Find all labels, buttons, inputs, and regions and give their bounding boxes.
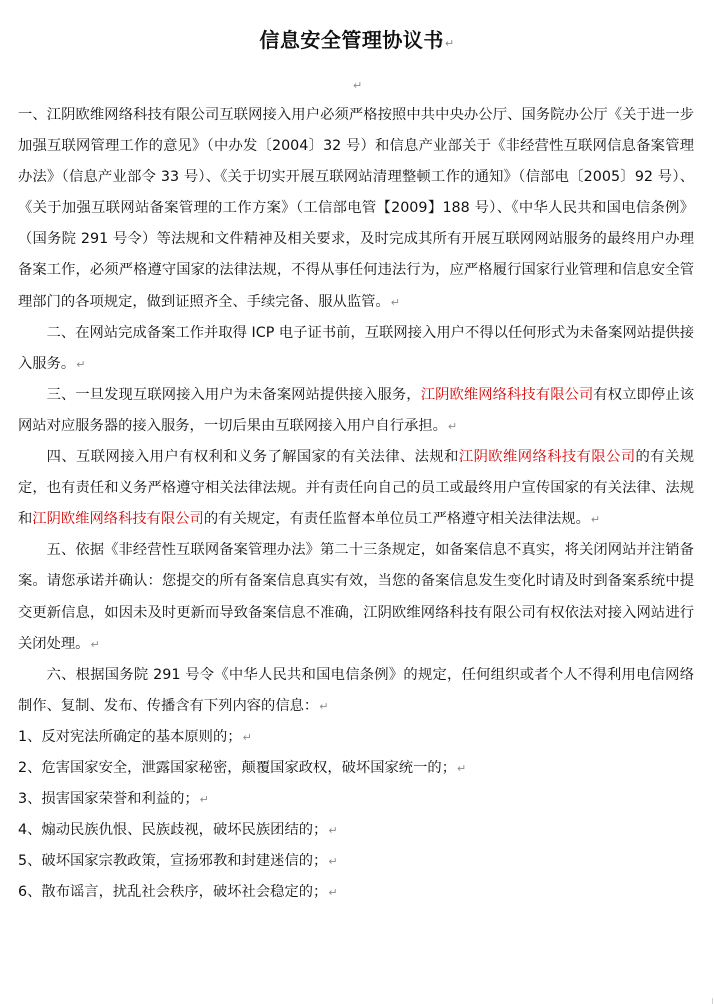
company-name-highlight: 江阴欧维网络科技有限公司 — [420, 386, 594, 403]
paragraph-text: 三、一旦发现互联网接入用户为未备案网站提供接入服务， — [46, 386, 421, 403]
list-item-text: 6、散布谣言，扰乱社会秩序，破坏社会稳定的； — [18, 884, 328, 901]
list-item-3 — [18, 784, 694, 815]
list-item-4 — [18, 815, 694, 846]
paragraph-text: 五、依据《非经营性互联网备案管理办法》第二十三条规定，如备案信息不真实，将关闭网站并注销备案。请您承诺并确认：您提交的所有备案信息真实有效，当您的备案信息发生变化时请及时到备案系统中提交更新信息，如因未及时更新而导致备案信息不准确，江阴欧维网络科技有限公司有权依法对接入网站进行关闭处理。 — [18, 542, 694, 652]
paragraph-mark-icon: ↵ — [590, 513, 601, 527]
list-item-6 — [18, 877, 694, 908]
paragraph-text: 二、在网站完成备案工作并取得 ICP 电子证书前，互联网接入用户不得以任何形式为未备案网站提供接入服务。 — [18, 324, 694, 372]
paragraph-mark-icon: ↵ — [328, 855, 338, 869]
paragraph-2 — [18, 318, 694, 380]
paragraph-3 — [18, 380, 694, 442]
paragraph-4 — [18, 442, 694, 535]
empty-paragraph — [352, 74, 362, 93]
list-item-text: 3、损害国家荣誉和利益的； — [18, 791, 199, 808]
paragraph-mark-icon: ↵ — [328, 886, 338, 900]
paragraph-6 — [18, 660, 694, 722]
paragraph-mark-icon: ↵ — [444, 37, 455, 50]
list-item-text: 2、危害国家安全，泄露国家秘密，颠覆国家政权，破坏国家统一的； — [18, 759, 456, 776]
company-name-highlight: 江阴欧维网络科技有限公司 — [32, 511, 204, 528]
paragraph-1 — [18, 100, 694, 318]
document-title — [0, 24, 714, 53]
paragraph-mark-icon: ↵ — [328, 824, 338, 838]
list-item-5 — [18, 846, 694, 877]
list-item-text: 1、反对宪法所确定的基本原则的； — [18, 728, 242, 745]
paragraph-5 — [18, 535, 694, 659]
paragraph-mark-icon: ↵ — [353, 79, 363, 92]
company-name-highlight: 江阴欧维网络科技有限公司 — [458, 449, 636, 466]
paragraph-text: 一、江阴欧维网络科技有限公司互联网接入用户必须严格按照中共中央办公厅、国务院办公厅《关于进一步加强互联网管理工作的意见》（中办发〔2004〕32 号）和信息产业部关于《非经营性互联网信息备案管理办法》（信息产业部令 33 号）、《关于切实开展互联网站清理整顿工作的通知》（信部电〔2005〕92 号）、《关于加强互联网站备案管理的工作方案》（工信部电管【2009】188 号）、《中华人民共和国电信条例》（国务院 291 号令）等法规和文件精神及相关要求，及时完成其所有开展互联网网站服务的最终用户办理备案工作，必须严格遵守国家的法律法规，不得从事任何违法行为，应严格履行国家行业管理和信息安全管理部门的各项规定，做到证照齐全、手续完备、服从监管。 — [18, 107, 694, 310]
list-item-2 — [18, 753, 694, 784]
list-item-text: 5、破坏国家宗教政策，宣扬邪教和封建迷信的； — [18, 853, 328, 870]
paragraph-text: 六、根据国务院 291 号令《中华人民共和国电信条例》的规定，任何组织或者个人不得利用电信网络制作、复制、发布、传播含有下列内容的信息： — [18, 666, 694, 714]
paragraph-text: 四、互联网接入用户有权利和义务了解国家的有关法律、法规和 — [46, 449, 459, 466]
paragraph-mark-icon: ↵ — [90, 637, 100, 651]
paragraph-mark-icon: ↵ — [199, 793, 209, 807]
paragraph-text: 的有关规定，也有责任和义务严格遵守相关法律法规。并有责任向自己的员工或最终用户宣传国家的有关法律、法规和 — [18, 449, 695, 528]
list-item-text: 4、煽动民族仇恨、民族歧视，破坏民族团结的； — [18, 822, 328, 839]
paragraph-text: 有权立即停止该网站对应服务器的接入服务，一切后果由互联网接入用户自行承担。 — [18, 386, 695, 434]
list-item-1 — [18, 722, 694, 753]
paragraph-mark-icon: ↵ — [390, 295, 400, 309]
document-body — [18, 100, 694, 908]
paragraph-mark-icon: ↵ — [457, 761, 467, 775]
paragraph-text: 的有关规定，有责任监督本单位员工严格遵守相关法律法规。 — [203, 511, 590, 528]
title-text: 信息安全管理协议书 — [259, 28, 444, 52]
page-edge-divider — [712, 998, 713, 1004]
paragraph-mark-icon: ↵ — [242, 730, 252, 744]
paragraph-mark-icon: ↵ — [76, 357, 86, 371]
paragraph-mark-icon: ↵ — [447, 419, 458, 433]
paragraph-mark-icon: ↵ — [319, 699, 329, 713]
